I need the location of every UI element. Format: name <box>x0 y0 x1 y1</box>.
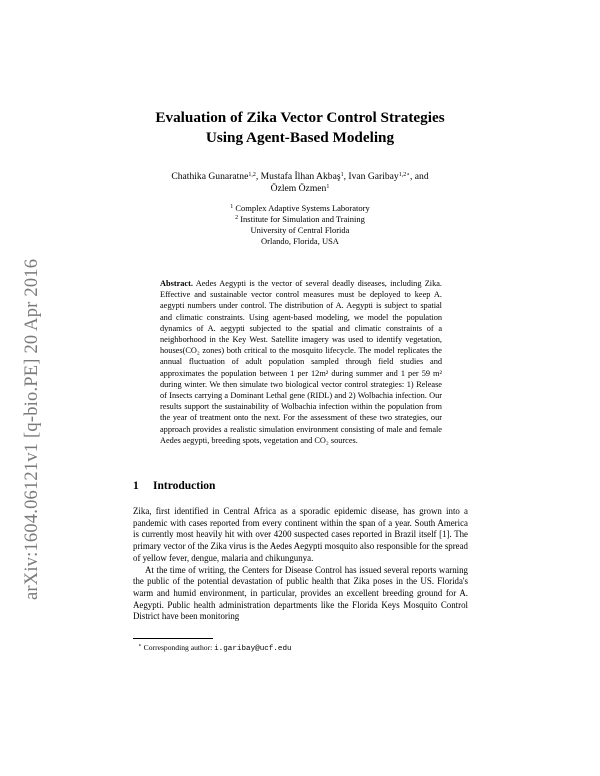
title-line-1: Evaluation of Zika Vector Control Strategies <box>155 109 445 126</box>
section-heading <box>133 480 215 492</box>
author-name: Chathika Gunaratne <box>171 171 249 182</box>
affiliation-1: $^1$ Complex Adaptive Systems Laboratory <box>230 203 370 213</box>
affiliation-2: $^2$ Institute for Simulation and Training <box>235 214 365 224</box>
affiliation-location: Orlando, Florida, USA <box>261 236 339 246</box>
author-affil-mark: 1 <box>340 172 344 178</box>
footnote-rule <box>133 638 213 639</box>
author-affil-mark: 1,2 <box>248 172 256 178</box>
paragraph: Zika, first identified in Central Africa as a sporadic epidemic disease, has grown into a pandemic with cases reported from every continent within the span of a year. South America is currently most heavily hit with over 4200 suspected cases reported in Brazil itself [1]. The primary vector of the Zika virus is the Aedes Aegypti mosquito also responsible for the spread of yellow fever, dengue, malaria and chikungunya. <box>133 506 468 563</box>
affiliation-university: University of Central Florida <box>250 225 350 235</box>
author-affil-mark: 1 <box>326 184 330 190</box>
author-connector: , and <box>410 171 429 182</box>
body-text <box>133 506 468 623</box>
author-name: Ivan Garibay <box>348 171 399 182</box>
footnote-label: Corresponding author: <box>143 643 213 652</box>
footnote <box>138 643 292 654</box>
author-line-1: Chathika Gunaratne$^{1,2}$, Mustafa İlhan Akbaş$^1$, Ivan Garibay$^{1,2⋆}$, and <box>171 171 429 182</box>
paper-title <box>0 108 600 148</box>
footnote-email: i.garibay@ucf.edu <box>214 645 292 653</box>
section-number: 1 <box>133 480 139 492</box>
author-affil-mark: 1,2⋆ <box>398 172 410 178</box>
title-line-2: Using Agent-Based Modeling <box>205 129 395 146</box>
author-name: Özlem Özmen <box>270 183 327 194</box>
affiliations <box>0 203 600 247</box>
abstract-label: Abstract. <box>160 279 193 288</box>
author-name: Mustafa İlhan Akbaş <box>260 171 341 182</box>
author-line-2 <box>0 183 600 195</box>
paragraph: At the time of writing, the Centers for Disease Control has issued several reports warning the public of the potential devastation of public health that Zika poses in the US. Florida's warm and humid environment, in particular, provides an excellent breeding ground for A. Aegypti. Public health administration departments like the Florida Keys Mosquito Control District have been monitoring <box>133 564 468 622</box>
arxiv-identifier: arXiv:1604.06121v1 [q-bio.PE] 20 Apr 2016 <box>22 258 42 600</box>
footnote-mark: ⋆ <box>138 643 142 649</box>
section-title: Introduction <box>153 480 216 492</box>
abstract-text: Aedes Aegypti is the vector of several deadly diseases, including Zika. Effective and sustainable vector control measures must be deployed to keep A. aegypti numbers under control. The distribution of A. Aegypti is subject to spatial and climatic constraints. Using agent-based modeling, we model the population dynamics of A. aegypti subjected to the spatial and climatic constraints of a neighborhood in the Key West. Satellite imagery was used to identify vegetation, houses(CO₂ zones) both critical to the mosquito lifecycle. The model replicates the annual fluctuation of adult population sampled through field studies and approximates the population between 1 per 12m² during summer and 1 per 59 m² during winter. We then simulate two biological vector control strategies: 1) Release of Insects carrying a Dominant Lethal gene (RIDL) and 2) Wolbachia infection. Our results support the sustainability of Wolbachia infection within the population from the year of treatment onto the next. For the assessment of these two strategies, our approach provides a realistic simulation environment consisting of male and female Aedes aegypti, breeding spots, vegetation and CO₂ sources. <box>160 279 442 445</box>
abstract <box>160 278 442 446</box>
author-list <box>0 171 600 195</box>
